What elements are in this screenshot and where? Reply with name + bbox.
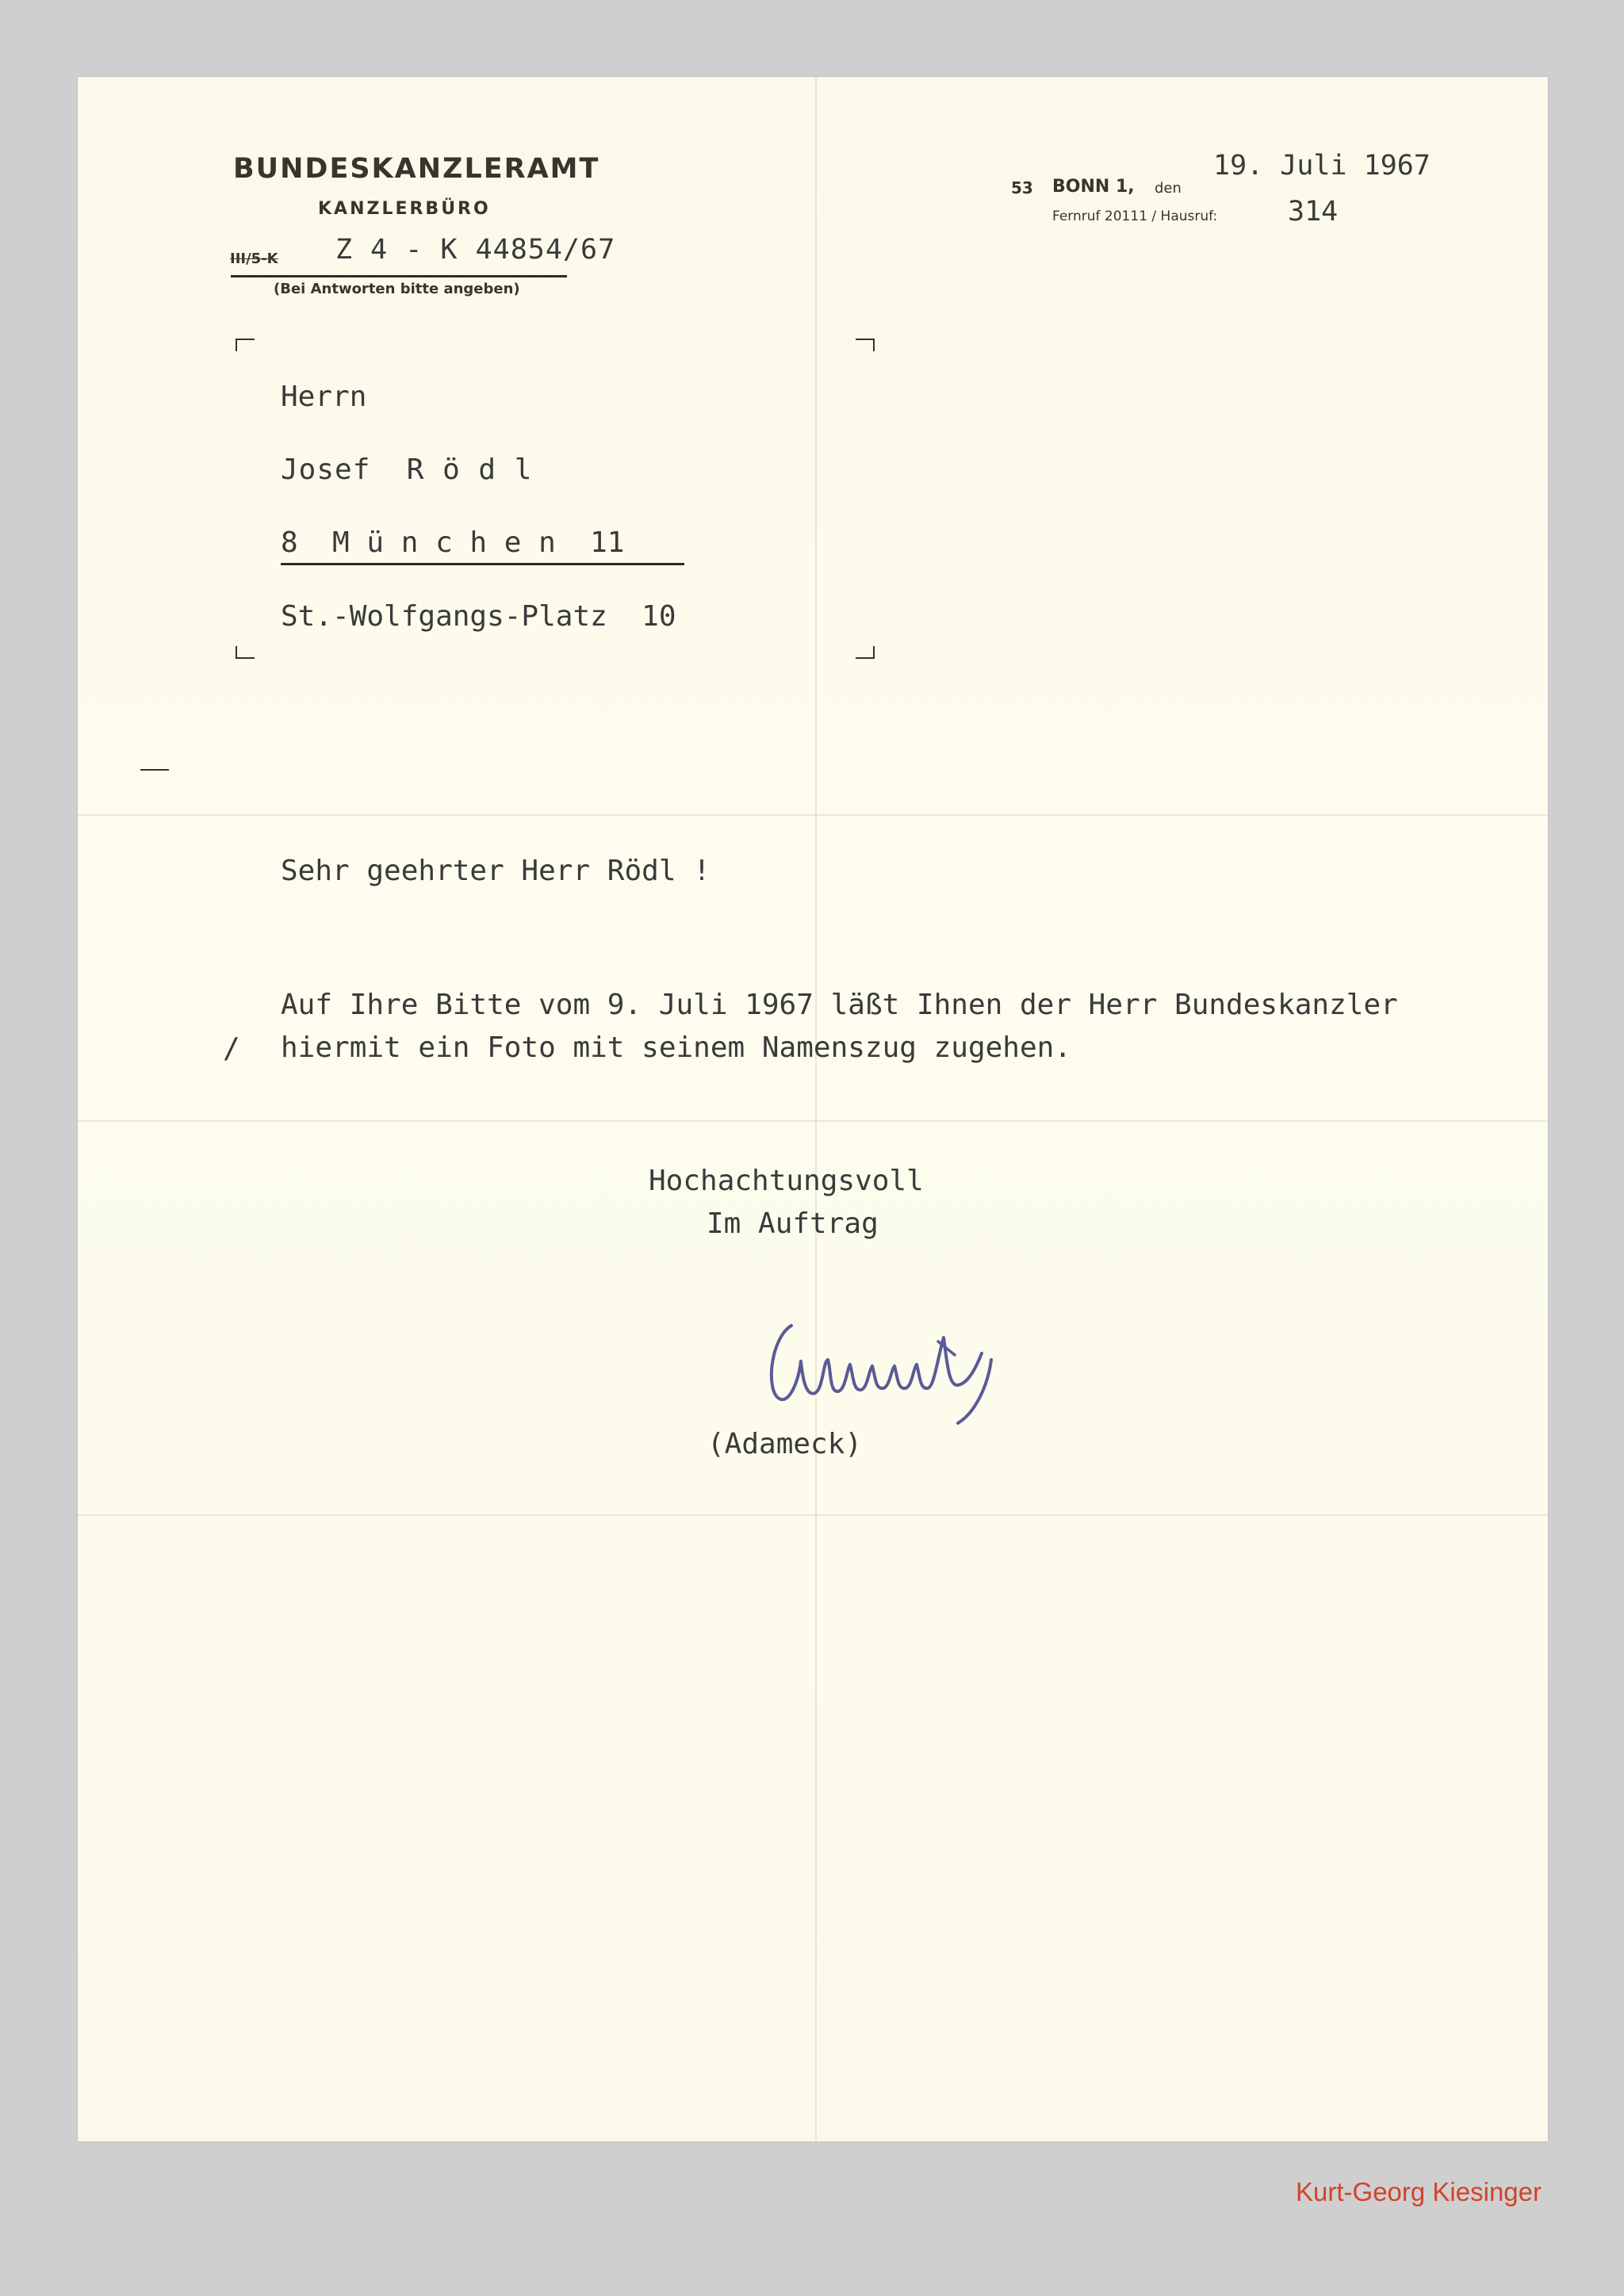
address-city: 8 M ü n c h e n 11 [281, 526, 625, 559]
fold-line-horizontal [78, 814, 1548, 816]
address-window-corner [856, 339, 875, 351]
phone-label: Fernruf 20111 / Hausruf: [1052, 209, 1218, 224]
address-window-corner [856, 646, 875, 659]
fold-line-vertical [815, 77, 817, 2141]
address-salutation: Herrn [281, 381, 367, 413]
address-window-corner [236, 646, 255, 659]
reference-hint: (Bei Antworten bitte angeben) [274, 281, 520, 297]
signer-name: (Adameck) [707, 1428, 863, 1460]
closing: Hochachtungsvoll [649, 1165, 924, 1197]
phone-extension: 314 [1288, 196, 1339, 228]
reference-underline [231, 275, 567, 277]
old-reference: III/5-K [230, 251, 278, 267]
fold-line-horizontal [78, 1120, 1548, 1122]
handwritten-signature [696, 1266, 1061, 1433]
city-label: BONN 1, [1052, 177, 1135, 197]
body-line: Auf Ihre Bitte vom 9. Juli 1967 läßt Ihnen der Herr Bundeskanzler [281, 989, 1398, 1021]
caption: Kurt-Georg Kiesinger [1296, 2177, 1542, 2206]
postal-code: 53 [1011, 178, 1033, 197]
letterhead-organization: BUNDESKANZLERAMT [233, 153, 600, 185]
reference-number: Z 4 - K 44854/67 [335, 234, 616, 266]
address-window-corner [236, 339, 255, 351]
letter-sheet [78, 77, 1548, 2141]
address-name: Josef R ö d l [281, 453, 533, 486]
fold-mark [140, 769, 169, 771]
margin-mark: / [223, 1032, 240, 1065]
closing-on-behalf: Im Auftrag [707, 1207, 879, 1240]
city-suffix: den [1155, 180, 1182, 197]
address-city-underline [281, 563, 684, 565]
greeting: Sehr geehrter Herr Rödl ! [281, 855, 710, 887]
address-street: St.-Wolfgangs-Platz 10 [281, 600, 676, 633]
body-line: hiermit ein Foto mit seinem Namenszug zugehen. [281, 1031, 1071, 1064]
letterhead-department: KANZLERBÜRO [318, 199, 491, 219]
fold-line-horizontal [78, 1514, 1548, 1516]
letter-date: 19. Juli 1967 [1213, 150, 1431, 182]
